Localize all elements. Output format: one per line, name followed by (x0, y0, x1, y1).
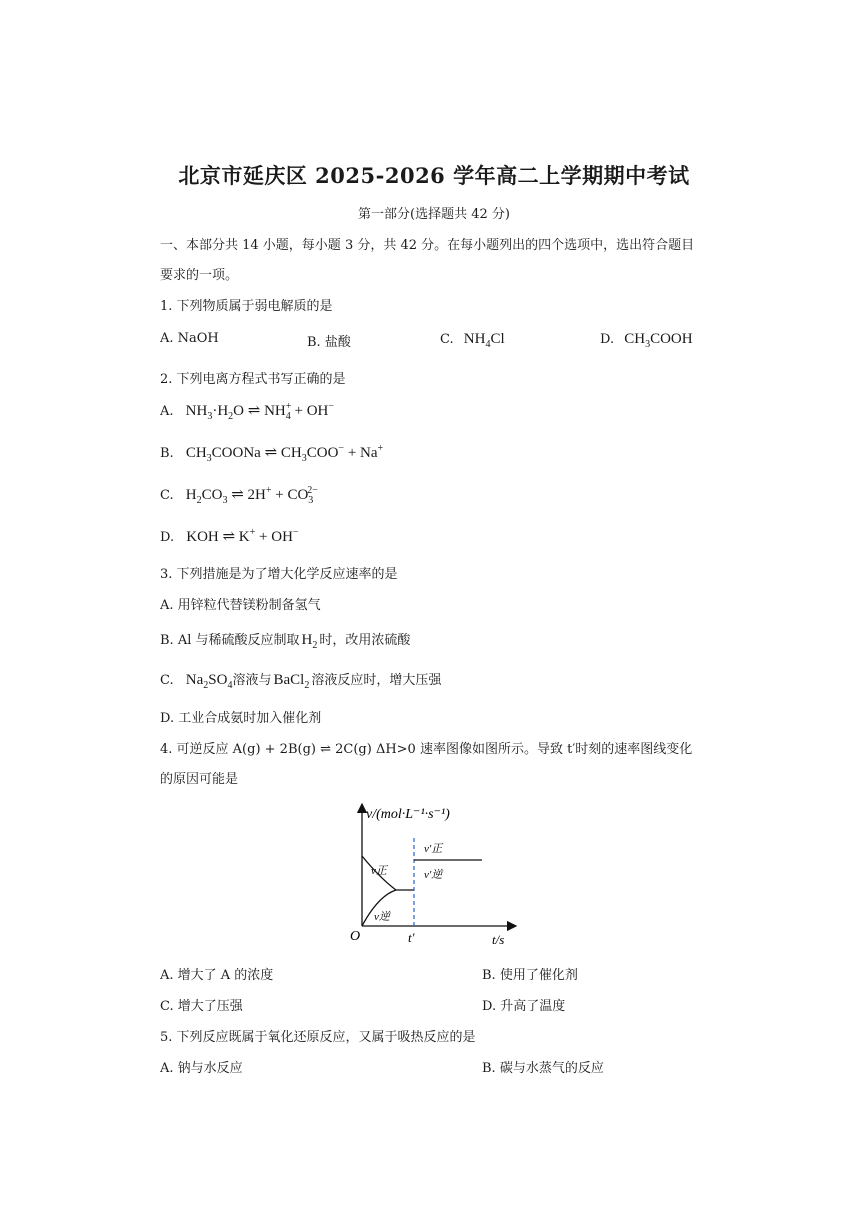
q5-option-b: B. 碳与水蒸气的反应 (482, 1061, 604, 1076)
q2-option-c: C. $H_2CO_3$ ⇌ $2H^+ + CO_3^{2-}$ (160, 485, 318, 506)
q5-stem: 5. 下列反应既属于氧化还原反应，又属于吸热反应的是 (160, 1030, 476, 1045)
q4-stem-line-2: 的原因可能是 (160, 772, 239, 787)
q1-option-c-label: C. (440, 332, 454, 347)
q3-option-b: B. Al 与稀硫酸反应制取 $H_2$ 时，改用浓硫酸 (160, 632, 411, 651)
v-prime-forward-label: v′正 (424, 843, 443, 855)
q2-stem: 2. 下列电离方程式书写正确的是 (160, 372, 346, 387)
q5-option-a: A. 钠与水反应 (160, 1061, 243, 1076)
q4-option-b: B. 使用了催化剂 (482, 968, 578, 983)
exam-title: 北京市延庆区 2025-2026 学年高二上学期期中考试 (178, 163, 690, 188)
q1-option-d-label: D. (600, 332, 615, 347)
y-axis-label: v/(mol·L⁻¹·s⁻¹) (366, 807, 450, 822)
q1-option-b: B. 盐酸 (307, 335, 351, 350)
v-forward-label: v正 (371, 865, 387, 877)
q4-option-c: C. 增大了压强 (160, 999, 243, 1014)
q4-option-a: A. 增大了 A 的浓度 (160, 968, 274, 983)
instructions-line-1: 一、本部分共 14 小题，每小题 3 分，共 42 分。在每小题列出的四个选项中，选出符合题目 (160, 238, 695, 253)
q2-option-d: D. KOH ⇌ K+ + OH− (160, 527, 299, 545)
q3-option-c: C. $Na_2SO_4$溶液与 BaCl$_2$ 溶液反应时，增大压强 (160, 672, 442, 691)
x-axis-label: t/s (492, 932, 505, 947)
q4-stem-line-1: 4. 可逆反应 A(g) + 2B(g) ⇌ 2C(g) ΔH>0 速率图像如图所示。导致 t′时刻的速率图线变化 (160, 742, 693, 757)
origin-label: O (350, 929, 361, 944)
q4-option-d: D. 升高了温度 (482, 999, 566, 1014)
q1-option-c: C. $NH_4Cl$ (440, 331, 505, 350)
q3-option-d: D. 工业合成氨时加入催化剂 (160, 711, 322, 726)
q1-stem: 1. 下列物质属于弱电解质的是 (160, 299, 333, 314)
instructions-line-2: 要求的一项。 (160, 268, 239, 283)
v-reverse-label: v逆 (374, 911, 390, 923)
section-title: 第一部分(选择题共 42 分) (358, 207, 510, 222)
t-prime-label: t′ (408, 930, 415, 945)
q2-option-b: B. $CH_3COONa$ ⇌ $CH_3COO^- + Na^+$ (160, 443, 384, 464)
q3-stem: 3. 下列措施是为了增大化学反应速率的是 (160, 567, 398, 582)
q1-option-d: D. $CH_3COOH$ (600, 331, 693, 350)
rate-time-graph (340, 792, 530, 950)
v-prime-reverse-label: v′逆 (424, 869, 443, 881)
q1-option-a: A. NaOH (160, 331, 219, 346)
q3-option-a: A. 用锌粒代替镁粉制备氢气 (160, 598, 321, 613)
q2-option-a: A. $NH_3\cdot H_2O$ ⇌ NH $_{+ 4}$ + OH− (160, 401, 335, 422)
